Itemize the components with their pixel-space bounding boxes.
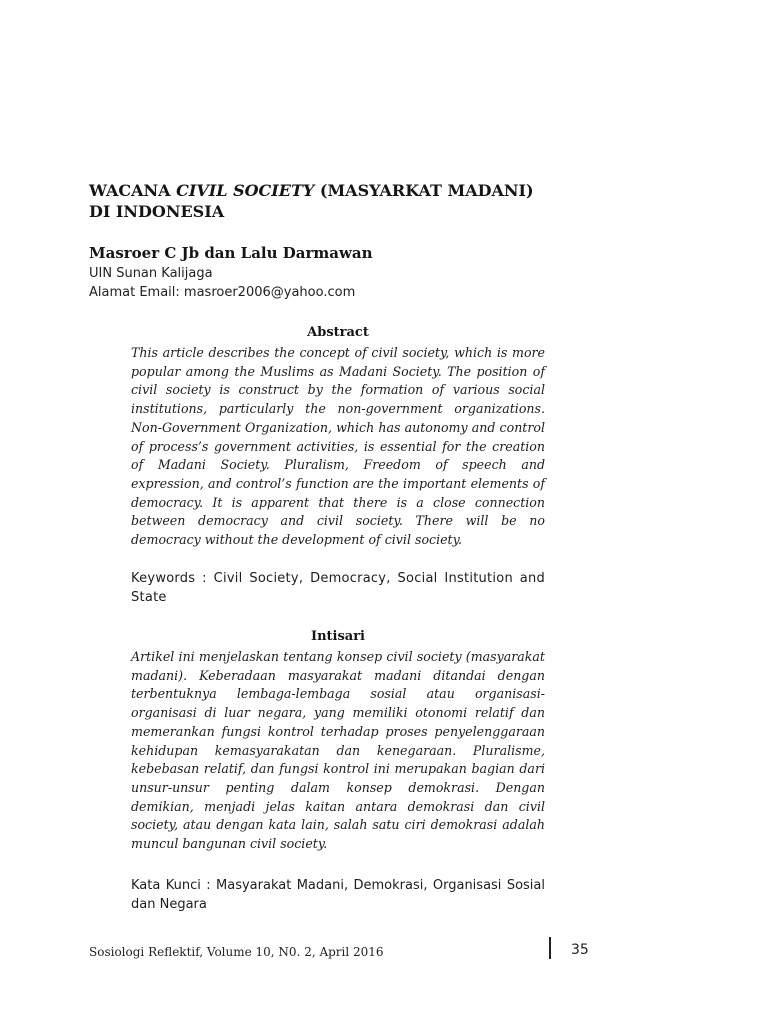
keywords-indonesian: Kata Kunci : Masyarakat Madani, Demokrasi, Organisasi Sosial dan Negara [131,878,545,912]
abstract-heading: Abstract [307,325,369,340]
keywords-english: Keywords : Civil Society, Democracy, Social Institution and State [131,571,545,605]
title-line-2: DI INDONESIA [89,202,225,221]
author-email: Alamat Email: masroer2006@yahoo.com [89,285,356,300]
author-names: Masroer C Jb dan Lalu Darmawan [89,244,373,262]
page-number: 35 [571,942,589,958]
footer-divider [549,937,551,959]
title-suffix: (MASYARKAT MADANI) [314,181,534,200]
intisari-heading: Intisari [310,629,365,644]
intisari-body: Artikel ini menjelaskan tentang konsep civil society (masyarakat madani). Keberadaan masyarakat madani ditandai dengan terbentuknya lembaga-lembaga sosial atau organisasi-organisasi di luar negara, yang memiliki otonomi relatif dan memerankan fungsi kontrol terhadap proses penyelenggaraan kehidupan kemasyarakatan dan kenegaraan. Pluralisme, kebebasan relatif, dan fungsi kontrol ini merupakan bagian dari unsur-unsur penting dalam konsep demokrasi. Dengan demikian, menjadi jelas kaitan antara demokrasi dan civil society, atau dengan kata lain, salah satu ciri demokrasi adalah muncul bangunan civil society. [131,649,545,852]
title-prefix: WACANA [89,181,177,200]
article-title [89,180,609,222]
abstract-body: This article describes the concept of civil society, which is more popular among the Muslims as Madani Society. The position of civil society is construct by the formation of various social institutions, particularly the non-government organizations. Non-Government Organization, which has autonomy and control of process’s government activities, is essential for the creation of Madani Society. Pluralism, Freedom of speech and expression, and control’s function are the important elements of democracy. It is apparent that there is a close connection between democracy and civil society. There will be no democracy without the development of civil society. [131,345,545,548]
journal-footer: Sosiologi Reflektif, Volume 10, N0. 2, April 2016 [89,945,384,959]
title-italic-term: CIVIL SOCIETY [176,181,315,200]
author-affiliation: UIN Sunan Kalijaga [89,266,213,281]
